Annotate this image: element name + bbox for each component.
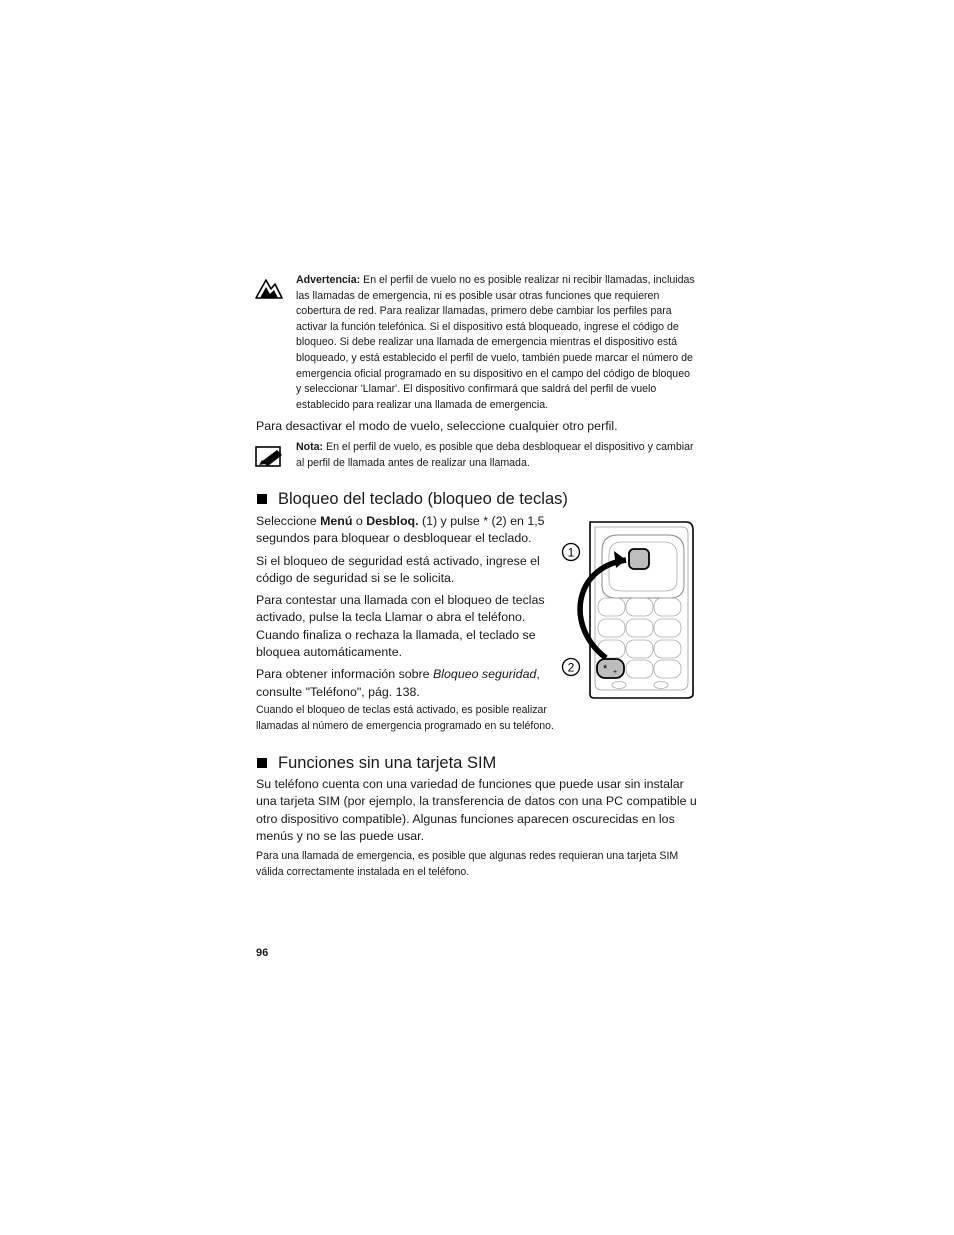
keyguard-p1: Seleccione Menú o Desbloq. (1) y pulse * (2) en 1,5 segundos para bloquear o desbloquear el teclado. [256,514,545,546]
callout-2: 2 [567,660,575,675]
note-text: Nota: En el perfil de vuelo, es posible que deba desbloquear el dispositivo y cambiar al perfil de llamada antes de realizar una llamada. [296,441,694,469]
no-sim-emergency-note: Para una llamada de emergencia, es posible que algunas redes requieran una tarjeta SIM válida correctamente instalada en el teléfono. [256,850,679,878]
warning-label: Advertencia: [296,274,361,286]
star-key-label: * [603,663,608,675]
keyguard-emergency-note: Cuando el bloqueo de teclas está activado, es posible realizar llamadas al número de emergencia programado en su teléfono. [256,704,554,732]
section-title-keyguard: Bloqueo del teclado (bloqueo de teclas) [278,490,568,508]
select-key [629,549,649,569]
warning-icon [254,278,284,300]
star-key-plus: + [613,669,618,676]
section-title-no-sim: Funciones sin una tarjeta SIM [278,754,497,772]
note-icon [255,446,285,468]
warning-text: Advertencia: En el perfil de vuelo no es posible realizar ni recibir llamadas, incluidas las llamadas de emergencia, ni es posible usar otras funciones que requieren cobertura de red. Para realizar llamadas, primero debe cambiar los perfiles para activar la función telefónica. Si el dispositivo está bloqueado, ingrese el código de bloqueo. Si debe realizar una llamada de emergencia mientras el dispositivo está bloqueado, y está establecido el perfil de vuelo, también puede marcar el número de emergencia oficial programado en su dispositivo en el campo del código de bloqueo y seleccionar 'Llamar'. El dispositivo confirmará que saldrá del perfil de vuelo establecido para realizar una llamada de emergencia. [296,274,695,411]
keyguard-p2: Si el bloqueo de seguridad está activado, ingrese el código de seguridad si se le solicita. [256,553,540,585]
no-sim-text: Su teléfono cuenta con una variedad de funciones que puede usar sin instalar una tarjeta SIM (por ejemplo, la transferencia de datos con una PC compatible u otro dispositivo compatible). Algunas funciones aparecen oscurecidas en los menús y no se las puede usar. [256,777,697,843]
note-label: Nota: [296,441,324,453]
callout-1: 1 [567,545,575,560]
keyguard-p3: Para contestar una llamada con el bloqueo de teclas activado, pulse la tecla Llamar o abra el teléfono. Cuando finaliza o rechaza la llamada, el teclado se bloquea automáticamente. [256,593,545,660]
keyguard-text [256,513,552,701]
page-number: 96 [256,947,269,959]
star-key [597,659,624,678]
section-bullet [257,494,267,504]
phone-keypad-illustration [558,518,698,700]
section-bullet [257,758,267,768]
deactivate-text: Para desactivar el modo de vuelo, seleccione cualquier otro perfil. [256,419,618,433]
keyguard-p4: Para obtener información sobre Bloqueo seguridad, consulte "Teléfono", pág. 138. [256,667,540,699]
